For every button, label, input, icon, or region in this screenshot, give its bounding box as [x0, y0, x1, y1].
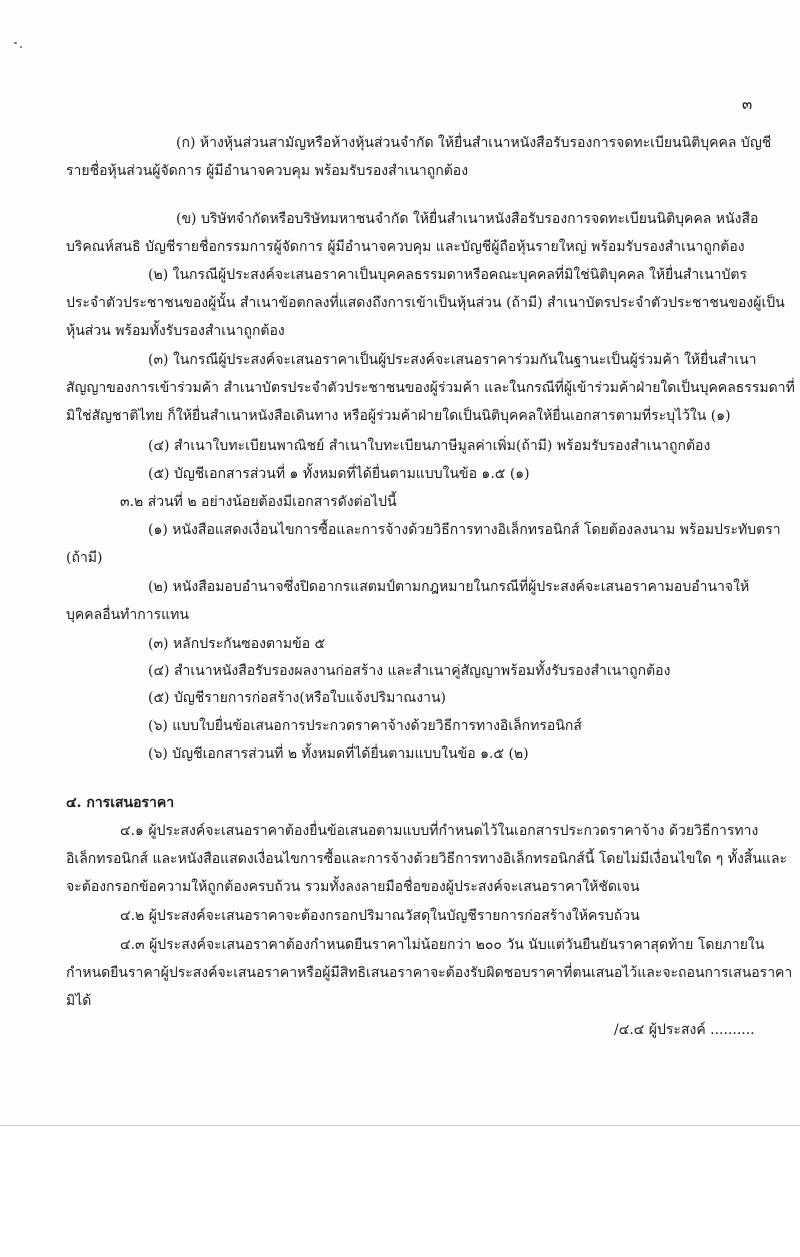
list-item: (๖) แบบใบยื่นข้อเสนอการประกวดราคาจ้างด้วยวิธีการทางอิเล็กทรอนิกส์ [148, 718, 582, 734]
paragraph-line: มิใช่สัญชาติไทย ก็ให้ยื่นสำเนาหนังสือเดินทาง หรือผู้ร่วมค้าฝ่ายใดเป็นนิติบุคคลให้ยื่นเอกสารตามที่ระบุไว้ใน (๑) [66, 408, 731, 424]
paragraph-line: บริคณห์สนธิ บัญชีรายชื่อกรรมการผู้จัดการ ผู้มีอำนาจควบคุม และบัญชีผู้ถือหุ้นรายใหญ่ พร้อมรับรองสำเนาถูกต้อง [66, 239, 745, 255]
paragraph-line: (ถ้ามี) [66, 550, 103, 566]
paragraph-line: (๕) บัญชีเอกสารส่วนที่ ๑ ทั้งหมดที่ได้ยื่นตามแบบในข้อ ๑.๕ (๑) [148, 466, 530, 482]
paragraph-line: ๔.๑ ผู้ประสงค์จะเสนอราคาต้องยื่นข้อเสนอตามแบบที่กำหนดไว้ในเอกสารประกวดราคาจ้าง ด้วยวิธีการทาง [120, 823, 759, 839]
paragraph-line: รายชื่อหุ้นส่วนผู้จัดการ ผู้มีอำนาจควบคุม พร้อมรับรองสำเนาถูกต้อง [66, 163, 469, 179]
paragraph-line: (๔) สำเนาใบทะเบียนพาณิชย์ สำเนาใบทะเบียนภาษีมูลค่าเพิ่ม(ถ้ามี) พร้อมรับรองสำเนาถูกต้อง [148, 438, 711, 454]
section-heading: ๓.๒ ส่วนที่ ๒ อย่างน้อยต้องมีเอกสารดังต่อไปนี้ [120, 494, 397, 510]
paragraph-line: (ข) บริษัทจำกัดหรือบริษัทมหาชนจำกัด ให้ยื่นสำเนาหนังสือรับรองการจดทะเบียนนิติบุคคล หนังสือ [176, 211, 759, 227]
paragraph-line: (๒) หนังสือมอบอำนาจซึ่งปิดอากรแสตมป์ตามกฎหมายในกรณีที่ผู้ประสงค์จะเสนอราคามอบอำนาจให้ [148, 579, 750, 595]
paragraph-line: ๔.๒ ผู้ประสงค์จะเสนอราคาจะต้องกรอกปริมาณวัสดุในบัญชีรายการก่อสร้างให้ครบถ้วน [120, 908, 640, 924]
scan-speck [20, 46, 22, 48]
list-item: (๓) หลักประกันซองตามข้อ ๕ [148, 636, 326, 652]
list-item: (๔) สำเนาหนังสือรับรองผลงานก่อสร้าง และสำเนาคู่สัญญาพร้อมทั้งรับรองสำเนาถูกต้อง [148, 663, 671, 679]
continuation-note: /๔.๔ ผู้ประสงค์ .......... [614, 1022, 755, 1038]
scan-speck [14, 42, 17, 44]
paragraph-line: บุคคลอื่นทำการแทน [66, 607, 189, 623]
page-number: ๓ [742, 95, 753, 113]
list-item: (๕) บัญชีรายการก่อสร้าง(หรือใบแจ้งปริมาณงาน) [148, 690, 446, 706]
paragraph-line: หุ้นส่วน พร้อมทั้งรับรองสำเนาถูกต้อง [66, 323, 285, 339]
section-heading: ๔. การเสนอราคา [66, 795, 175, 811]
paragraph-line: สัญญาของการเข้าร่วมค้า สำเนาบัตรประจำตัวประชาชนของผู้ร่วมค้า และในกรณีที่ผู้เข้าร่วมค้าฝ่ายใดเป็นบุคคลธรรมดาที่ [66, 380, 795, 396]
list-item: (๖) บัญชีเอกสารส่วนที่ ๒ ทั้งหมดที่ได้ยื่นตามแบบในข้อ ๑.๕ (๒) [148, 746, 529, 762]
paragraph-line: จะต้องกรอกข้อความให้ถูกต้องครบถ้วน รวมทั้งลงลายมือชื่อของผู้ประสงค์จะเสนอราคาให้ชัดเจน [66, 879, 640, 895]
paragraph-line: มิได้ [66, 993, 92, 1009]
paragraph-line: อิเล็กทรอนิกส์ และหนังสือแสดงเงื่อนไขการซื้อและการจ้างด้วยวิธีการทางอิเล็กทรอนิกส์นี้ โดยไม่มีเงื่อนไขใด ๆ ทั้งสิ้นและ [66, 851, 788, 867]
paragraph-line: กำหนดยืนราคาผู้ประสงค์จะเสนอราคาหรือผู้มีสิทธิเสนอราคาจะต้องรับผิดชอบราคาที่ตนเสนอไว้และจะถอนการเสนอราคา [66, 965, 793, 981]
paragraph-line: ประจำตัวประชาชนของผู้นั้น สำเนาข้อตกลงที่แสดงถึงการเข้าเป็นหุ้นส่วน (ถ้ามี) สำเนาบัตรประจำตัวประชาชนของผู้เป็น [66, 295, 785, 311]
paragraph-line: (ก) ห้างหุ้นส่วนสามัญหรือห้างหุ้นส่วนจำกัด ให้ยื่นสำเนาหนังสือรับรองการจดทะเบียนนิติบุคคล บัญชี [176, 135, 772, 151]
paragraph-line: ๔.๓ ผู้ประสงค์จะเสนอราคาต้องกำหนดยืนราคาไม่น้อยกว่า ๒๐๐ วัน นับแต่วันยืนยันราคาสุดท้าย โดยภายใน [120, 937, 765, 953]
paragraph-line: (๓) ในกรณีผู้ประสงค์จะเสนอราคาเป็นผู้ประสงค์จะเสนอราคาร่วมกันในฐานะเป็นผู้ร่วมค้า ให้ยื่นสำเนา [148, 352, 757, 368]
paragraph-line: (๑) หนังสือแสดงเงื่อนไขการซื้อและการจ้างด้วยวิธีการทางอิเล็กทรอนิกส์ โดยต้องลงนาม พร้อมประทับตรา [148, 522, 781, 538]
paragraph-line: (๒) ในกรณีผู้ประสงค์จะเสนอราคาเป็นบุคคลธรรมดาหรือคณะบุคคลที่มิใช่นิติบุคคล ให้ยื่นสำเนาบัตร [148, 267, 747, 283]
